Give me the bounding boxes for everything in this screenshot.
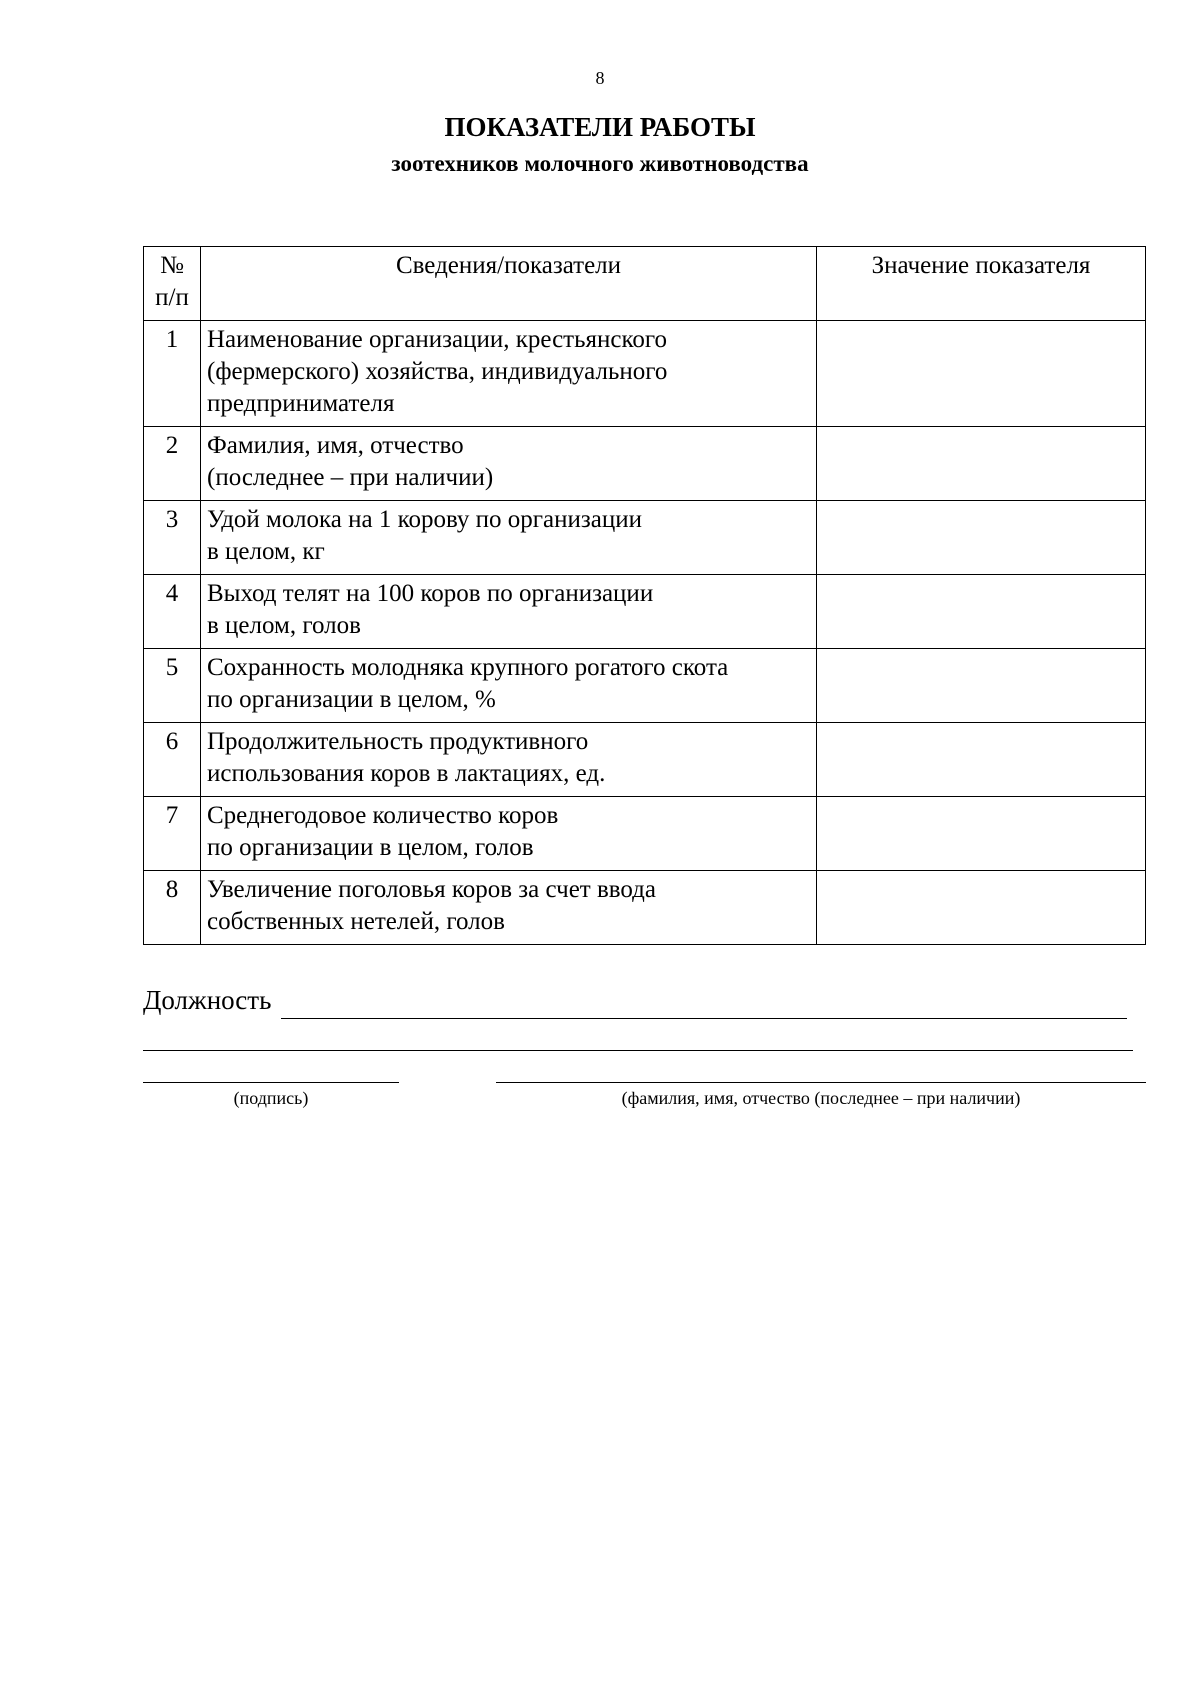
table-row: [144, 871, 1146, 945]
table-row: [144, 501, 1146, 575]
row-number: 4: [144, 575, 201, 649]
row-value-field[interactable]: [817, 321, 1146, 427]
table-row: [144, 427, 1146, 501]
row-number: 7: [144, 797, 201, 871]
indicators-table: [143, 246, 1146, 945]
position-input-line[interactable]: [281, 1018, 1127, 1019]
row-value-field[interactable]: [817, 649, 1146, 723]
row-number: 2: [144, 427, 201, 501]
table-header-row: [144, 247, 1146, 321]
row-number: 8: [144, 871, 201, 945]
header-number: № п/п: [144, 247, 201, 321]
row-value-field[interactable]: [817, 501, 1146, 575]
page-number: 8: [595, 68, 605, 88]
full-name-caption: (фамилия, имя, отчество (последнее – при наличии): [621, 1088, 1021, 1108]
row-description: Выход телят на 100 коров по организации в целом, голов: [201, 575, 817, 649]
row-description: Продолжительность продуктивного использования коров в лактациях, ед.: [201, 723, 817, 797]
row-value-field[interactable]: [817, 427, 1146, 501]
row-description: Наименование организации, крестьянского (фермерского) хозяйства, индивидуального предпринимателя: [201, 321, 817, 427]
header-value: Значение показателя: [817, 247, 1146, 321]
table-row: [144, 797, 1146, 871]
row-value-field[interactable]: [817, 723, 1146, 797]
header-description: Сведения/показатели: [201, 247, 817, 321]
row-description: Сохранность молодняка крупного рогатого скота по организации в целом, %: [201, 649, 817, 723]
table-row: [144, 649, 1146, 723]
row-description: Увеличение поголовья коров за счет ввода собственных нетелей, голов: [201, 871, 817, 945]
row-value-field[interactable]: [817, 797, 1146, 871]
row-value-field[interactable]: [817, 871, 1146, 945]
row-description: Среднегодовое количество коров по организации в целом, голов: [201, 797, 817, 871]
full-name-line[interactable]: [496, 1082, 1146, 1083]
row-number: 1: [144, 321, 201, 427]
table-row: [144, 321, 1146, 427]
signature-line[interactable]: [143, 1082, 399, 1083]
table-row: [144, 723, 1146, 797]
row-description: Фамилия, имя, отчество (последнее – при наличии): [201, 427, 817, 501]
position-label: Должность: [143, 985, 272, 1015]
table-row: [144, 575, 1146, 649]
row-value-field[interactable]: [817, 575, 1146, 649]
row-number: 3: [144, 501, 201, 575]
document-subtitle: зоотехников молочного животноводства: [391, 151, 809, 176]
row-number: 5: [144, 649, 201, 723]
document-title: ПОКАЗАТЕЛИ РАБОТЫ: [444, 112, 756, 142]
row-number: 6: [144, 723, 201, 797]
row-description: Удой молока на 1 корову по организации в целом, кг: [201, 501, 817, 575]
signature-caption: (подпись): [233, 1088, 309, 1108]
position-continuation-line[interactable]: [143, 1050, 1133, 1051]
